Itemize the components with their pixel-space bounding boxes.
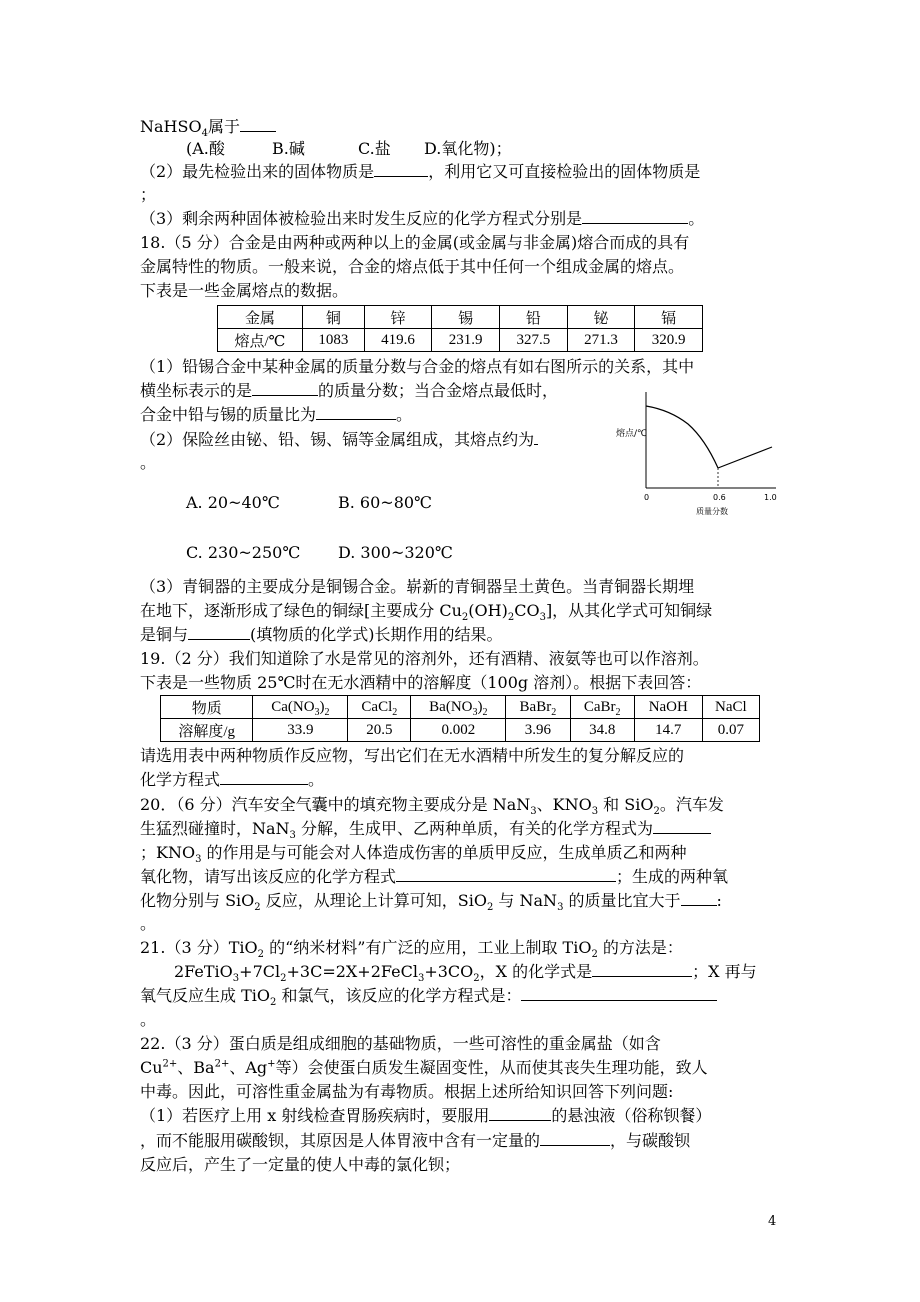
table-cell: 铅 [500,306,568,329]
table-cell: 231.9 [432,329,500,352]
q19-line1: 19.（2 分）我们知道除了水是常见的溶剂外，还有酒精、液氨等也可以作溶剂。 [140,649,709,668]
tick-0-6: 0.6 [713,493,726,502]
table-cell: 铜 [303,306,365,329]
table-cell: CaCl$_2$ [348,696,411,719]
table-cell: 锌 [364,306,432,329]
table-row [218,329,703,352]
q17-part2-end: ； [140,185,157,204]
table-cell: 14.7 [634,719,702,742]
tick-0: 0 [644,493,650,502]
x-label: 质量分数 [696,507,728,516]
table-cell: 33.9 [253,719,348,742]
table-cell: $Ba(NO_3)_2$ [411,696,506,719]
answer-blank[interactable] [521,985,717,1001]
q21-line1: 21.（3 分）TiO$_2$ 的“纳米材料”有广泛的应用，工业上制取 TiO$_2$ 的方法是： [140,938,683,961]
table-cell: 34.8 [570,719,634,742]
table-cell: 320.9 [635,329,703,352]
answer-blank[interactable] [592,961,692,977]
table-cell: 镉 [635,306,703,329]
answer-blank[interactable] [396,866,616,882]
q18-s3c: 是铜与 (填物质的化学式)长期作用的结果。 [140,625,503,644]
answer-blank[interactable] [582,208,688,224]
table-cell: $Ca(NO_3)_2$ [253,696,348,719]
q18-s1c: 合金中铅与锡的质量比为 。 [140,405,413,424]
melting-point-graph [600,384,800,524]
q19-line3: 请选用表中两种物质作反应物，写出它们在无水酒精中所发生的复分解反应的 [140,746,685,765]
q22-line5: ，而不能服用碳酸钡，其原因是人体胃液中含有一定量的 ，与碳酸钡 [140,1131,691,1150]
answer-blank[interactable] [653,818,711,834]
table-cell: NaOH [634,696,702,719]
tick-1-0: 1.0 [764,493,777,502]
answer-blank[interactable] [681,890,717,906]
table-cell: 327.5 [500,329,568,352]
option-a: A. 20~40℃ [186,493,280,512]
option-b: B. 60~80℃ [338,493,432,512]
table-cell: 锡 [432,306,500,329]
table-cell: 溶解度/g [161,719,253,742]
table-cell: NaCl [702,696,759,719]
option-d: D. 300~320℃ [338,543,453,562]
solubility-table [160,695,760,742]
table-cell: 3.96 [506,719,570,742]
q18-s1b: 横坐标表示的是 的质量分数；当合金熔点最低时， [140,381,559,400]
table-row [161,696,760,719]
q17-part2: （2）最先检验出来的固体物质是 ，利用它又可直接检验出的固体物质是 [140,162,701,181]
curve-right [718,447,772,468]
answer-blank[interactable] [489,1105,551,1121]
q20-line4: 氧化物，请写出该反应的化学方程式 ；生成的两种氧 [140,867,729,886]
table-cell: 271.3 [567,329,635,352]
q21-line4: 。 [140,1010,157,1029]
q18-s1a: （1）铅锡合金中某种金属的质量分数与合金的熔点有如右图所示的关系，其中 [140,357,695,376]
answer-blank[interactable] [374,161,428,177]
table-cell: 铋 [567,306,635,329]
q22-line4: （1）若医疗上用 x 射线检查胃肠疾病时，要服用 的悬浊液（俗称钡餐） [140,1106,712,1125]
q20-line5: 化物分别与 SiO$_2$ 反应，从理论上计算可知，SiO$_2$ 与 NaN$_3$ 的质量比宜大于 : [140,891,722,914]
answer-blank[interactable] [188,624,250,640]
table-cell: 20.5 [348,719,411,742]
q19-line4: 化学方程式 。 [140,770,325,789]
q19-line2: 下表是一些物质 25℃时在无水酒精中的溶解度（100g 溶剂）。根据下表回答： [140,673,702,692]
q17-part3: （3）剩余两种固体被检验出来时发生反应的化学方程式分别是 。 [140,209,705,228]
y-label: 熔点/℃ [616,429,648,439]
table-row [218,306,703,329]
q21-equation: $2FeTiO_3+7Cl_2+3C=2X+2FeCl_3+3CO_2$，X 的化学式是 ；X 再与 [174,962,757,985]
page-number: 4 [768,1214,777,1229]
option-c: C. 230~250℃ [186,543,301,562]
q20-line3: ；$KNO_3$ 的作用是与可能会对人体造成伤害的单质甲反应，生成单质乙和两种 [140,843,687,866]
q21-line3: 氧气反应生成 TiO$_2$ 和氯气，该反应的化学方程式是： [140,985,717,1007]
table-cell: CaBr$_2$ [570,696,634,719]
q20-line2: 生猛烈碰撞时，NaN$_3$ 分解，生成甲、乙两种单质，有关的化学方程式为 [140,818,711,840]
q18-line2: 金属特性的物质。一般来说，合金的熔点低于其中任何一个组成金属的熔点。 [140,257,685,276]
table-cell: 金属 [218,306,303,329]
q18-line3: 下表是一些金属熔点的数据。 [140,281,349,300]
table-cell: BaBr$_2$ [506,696,570,719]
table-cell: 0.002 [411,719,506,742]
q22-line3: 中毒。因此，可溶性重金属盐为有毒物质。根据上述所给知识回答下列问题: [140,1082,674,1101]
q20-line1: 20．（6 分）汽车安全气囊中的填充物主要成分是 NaN$_3$、$KNO_3$ 和 SiO$_2$。汽车发 [140,795,724,818]
answer-blank[interactable] [540,1130,610,1146]
table-row [161,719,760,742]
answer-blank[interactable] [220,769,308,785]
q18-s3b: 在地下，逐渐形成了绿色的铜绿[主要成分 $Cu_2(OH)_2CO_3$]，从其化学式可知铜绿 [140,601,713,624]
q20-line6: 。 [140,914,157,933]
table-cell: 419.6 [364,329,432,352]
answer-blank[interactable] [252,380,318,396]
table-cell: 熔点/℃ [218,329,303,352]
table-cell: 物质 [161,696,253,719]
table-cell: 1083 [303,329,365,352]
q22-line2: $Cu^{2+}$、$Ba^{2+}$、Ag+等）会使蛋白质发生凝固变性，从而使其丧失生理功能，致人 [140,1058,708,1077]
answer-blank[interactable] [316,404,396,420]
curve-left [646,406,718,468]
q17-line1: NaHSO$_4$属于 [140,116,276,138]
q18-line1: 18.（5 分）合金是由两种或两种以上的金属(或金属与非金属)熔合而成的具有 [140,233,690,252]
q22-line6: 反应后，产生了一定量的使人中毒的氯化钡； [140,1155,461,1174]
q18-s2-end: 。 [140,453,157,472]
answer-blank[interactable] [240,116,276,132]
q22-line1: 22.（3 分）蛋白质是组成细胞的基础物质，一些可溶性的重金属盐（如含 [140,1034,661,1053]
q18-s3a: （3）青铜器的主要成分是铜锡合金。崭新的青铜器呈土黄色。当青铜器长期埋 [140,577,695,596]
q18-s2: （2）保险丝由铋、铅、锡、镉等金属组成，其熔点约为 [140,429,538,451]
answer-blank[interactable] [534,429,538,445]
q17-options: (A.酸 B.碱 C.盐 D.氧化物)； [186,139,512,158]
table-cell: 0.07 [702,719,759,742]
melting-point-table [217,305,703,352]
